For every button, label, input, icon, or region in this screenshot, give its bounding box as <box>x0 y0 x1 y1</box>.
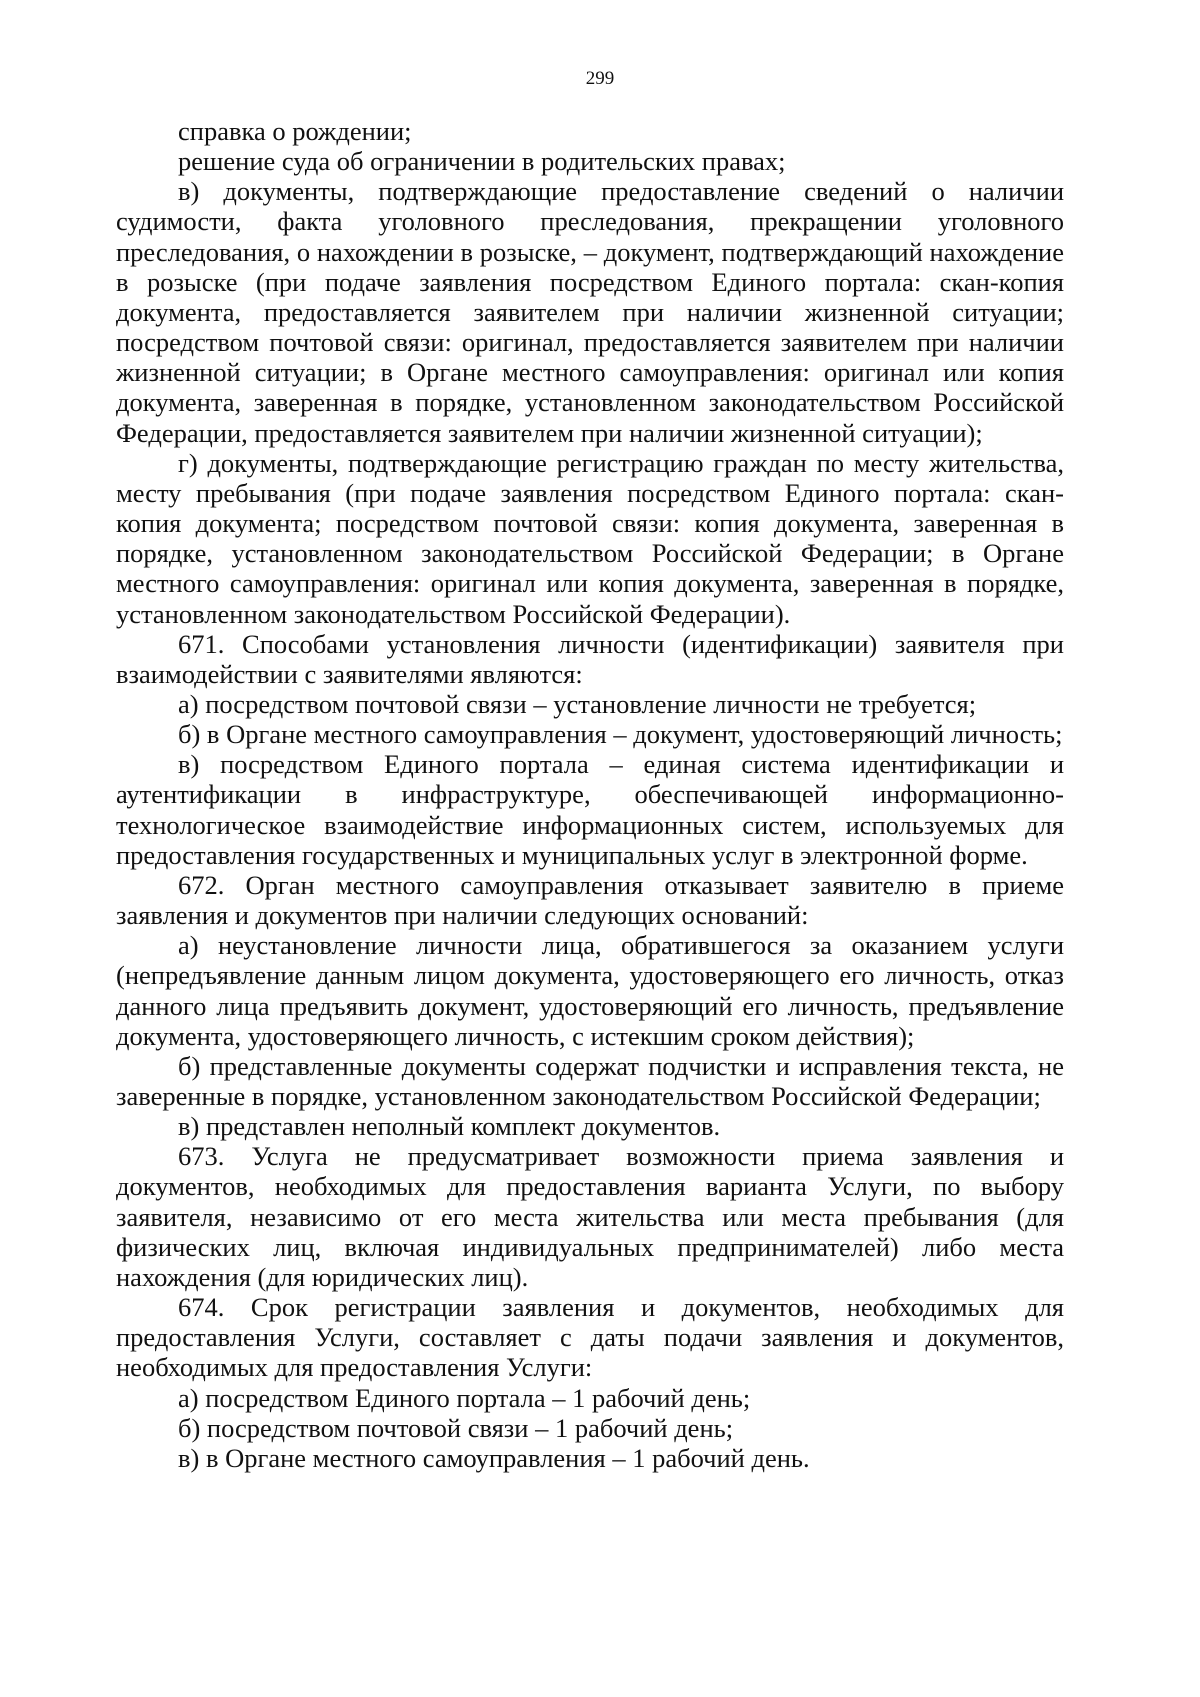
paragraph-671-c: в) посредством Единого портала – единая система идентификации и аутентификации в инфраструктуре, обеспечивающей информационно-технологическое взаимодействие информационных систем, используемых для предоставления государственных и муниципальных услуг в электронной форме. <box>116 749 1064 870</box>
paragraph-674-a: а) посредством Единого портала – 1 рабочий день; <box>178 1382 751 1413</box>
paragraph-671-identification-methods: 671. Способами установления личности (идентификации) заявителя при взаимодействии с заявителями являются: <box>116 628 1064 689</box>
paragraph-674-c: в) в Органе местного самоуправления – 1 рабочий день. <box>178 1442 810 1473</box>
paragraph-673: 673. Услуга не предусматривает возможности приема заявления и документов, необходимых для предоставления варианта Услуги, по выбору заявителя, независимо от его места жительства или места пребывания (для физических лиц, включая индивидуальных предпринимателей) либо места нахождения (для юридических лиц). <box>116 1141 1064 1292</box>
paragraph-672-b: б) представленные документы содержат подчистки и исправления текста, не заверенные в порядке, установленном законодательством Российской Федерации; <box>116 1050 1064 1111</box>
paragraph-criminal-record-documents: в) документы, подтверждающие предоставление сведений о наличии судимости, факта уголовного преследования, прекращении уголовного преследования, о нахождении в розыске, – документ, подтверждающий нахождение в розыске (при подаче заявления посредством Единого портала: скан-копия документа, предоставляется заявителем при наличии жизненной ситуации; посредством почтовой связи: оригинал, предоставляется заявителем при наличии жизненной ситуации; в Органе местного самоуправления: оригинал или копия документа, заверенная в порядке, установленном законодательством Российской Федерации, предоставляется заявителем при наличии жизненной ситуации); <box>116 176 1064 448</box>
paragraph-674-registration-period: 674. Срок регистрации заявления и документов, необходимых для предоставления Услуги, составляет с даты подачи заявления и документов, необходимых для предоставления Услуги: <box>116 1292 1064 1383</box>
page-number: 299 <box>585 68 615 89</box>
paragraph-671-a: а) посредством почтовой связи – установление личности не требуется; <box>178 688 977 719</box>
paragraph-court-decision: решение суда об ограничении в родительских правах; <box>178 146 786 177</box>
paragraph-birth-certificate: справка о рождении; <box>178 116 412 146</box>
paragraph-674-b: б) посредством почтовой связи – 1 рабочий день; <box>178 1412 734 1443</box>
paragraph-672-c: в) представлен неполный комплект документов. <box>178 1111 721 1142</box>
paragraph-671-b: б) в Органе местного самоуправления – документ, удостоверяющий личность; <box>178 719 1063 750</box>
document-body <box>116 116 1064 1473</box>
paragraph-672-refusal-grounds: 672. Орган местного самоуправления отказывает заявителю в приеме заявления и документов при наличии следующих оснований: <box>116 869 1064 931</box>
paragraph-registration-documents: г) документы, подтверждающие регистрацию граждан по месту жительства, месту пребывания (при подаче заявления посредством Единого портала: скан-копия документа; посредством почтовой связи: копия документа, заверенная в порядке, установленном законодательством Российской Федерации; в Органе местного самоуправления: оригинал или копия документа, заверенная в порядке, установленном законодательством Российской Федерации). <box>116 447 1064 629</box>
paragraph-672-a: а) неустановление личности лица, обратившегося за оказанием услуги (непредъявление данным лицом документа, удостоверяющего его личность, отказ данного лица предъявить документ, удостоверяющий его личность, предъявление документа, удостоверяющего личность, с истекшим сроком действия); <box>116 930 1064 1051</box>
